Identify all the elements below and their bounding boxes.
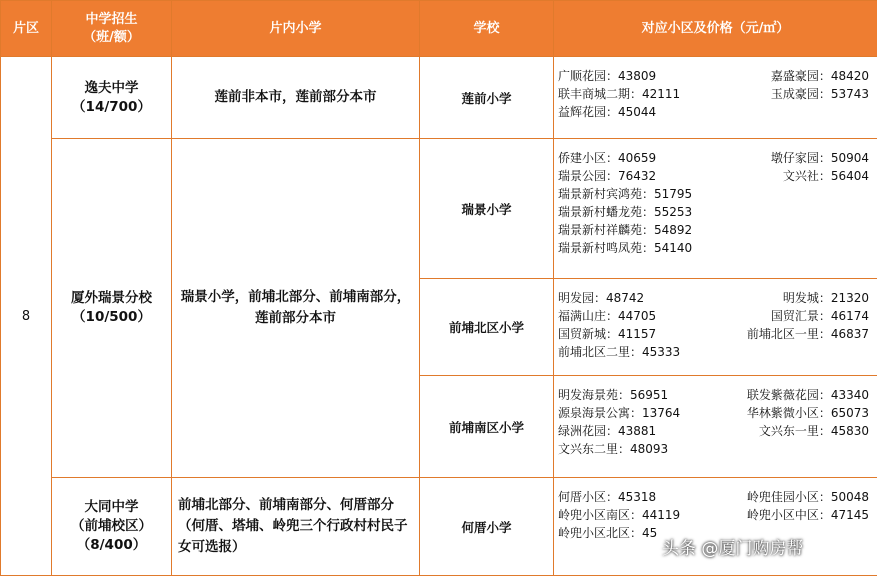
middle-school-cell: [52, 139, 172, 478]
price-row: [558, 185, 869, 203]
price-cell: [554, 279, 877, 376]
complex-price: 玉成豪园：53743: [771, 85, 869, 103]
price-row: [558, 325, 869, 343]
price-cell: [554, 376, 877, 478]
complex-price: 瑞景新村祥麟苑：54892: [558, 223, 692, 237]
complex-price: 文兴东一里：45830: [759, 422, 869, 440]
price-cell: [554, 139, 877, 279]
complex-price: 侨建小区：40659: [558, 149, 656, 167]
complex-price: 瑞景新村宾鸿苑：51795: [558, 187, 692, 201]
header-prices: 对应小区及价格（元/㎡）: [554, 1, 877, 57]
price-cell: [554, 57, 877, 139]
header-row: [1, 1, 877, 57]
school-cell: 瑞景小学: [420, 139, 554, 279]
table-row: [1, 478, 877, 576]
middle-school-cell: [52, 478, 172, 576]
district-cell: 8: [1, 57, 52, 576]
complex-price: 明发海景苑：56951: [558, 386, 668, 404]
complex-price: 瑞景公园：76432: [558, 167, 656, 185]
header-primary-area: 片内小学: [172, 1, 420, 57]
price-row: [558, 149, 869, 167]
header-school: 学校: [420, 1, 554, 57]
price-row: [558, 67, 869, 85]
complex-price: 瑞景新村蟠龙苑：55253: [558, 205, 692, 219]
school-cell: 前埔南区小学: [420, 376, 554, 478]
complex-price: 岭兜小区中区：47145: [747, 506, 869, 524]
price-row: [558, 488, 869, 506]
header-middle-school-line: （班/额）: [52, 29, 171, 47]
complex-price: 岭兜小区北区：45: [558, 526, 657, 540]
middle-school-name: 大同中学: [52, 498, 171, 517]
school-cell: 前埔北区小学: [420, 279, 554, 376]
price-cell: [554, 478, 877, 576]
middle-school-cell: [52, 57, 172, 139]
school-cell: 莲前小学: [420, 57, 554, 139]
complex-price: 岭兜小区南区：44119: [558, 506, 680, 524]
middle-school-name: 逸夫中学: [52, 79, 171, 98]
price-row: [558, 221, 869, 239]
middle-school-quota: （10/500）: [52, 308, 171, 327]
primary-area-cell: 前埔北部分、前埔南部分、何厝部分（何厝、塔埔、岭兜三个行政村村民子女可选报）: [172, 478, 420, 576]
complex-price: 岭兜佳园小区：50048: [747, 488, 869, 506]
price-row: [558, 289, 869, 307]
complex-price: 源泉海景公寓：13764: [558, 404, 680, 422]
price-row: [558, 440, 869, 458]
complex-price: 联丰商城二期：42111: [558, 85, 680, 103]
table-row: [1, 57, 877, 139]
price-row: [558, 239, 869, 257]
complex-price: 明发城：21320: [783, 289, 869, 307]
price-row: [558, 386, 869, 404]
complex-price: 何厝小区：45318: [558, 488, 656, 506]
price-row: [558, 422, 869, 440]
complex-price: 联发紫薇花园：43340: [747, 386, 869, 404]
table-row: [1, 139, 877, 279]
price-row: [558, 404, 869, 422]
header-middle-school-line: 中学招生: [52, 11, 171, 29]
complex-price: 文兴东二里：48093: [558, 442, 668, 456]
complex-price: 福满山庄：44705: [558, 307, 656, 325]
primary-area-cell: 瑞景小学，前埔北部分、前埔南部分，莲前部分本市: [172, 139, 420, 478]
middle-school-name: 厦外瑞景分校: [52, 289, 171, 308]
complex-price: 国贸新城：41157: [558, 325, 656, 343]
middle-school-sub: （前埔校区）: [52, 517, 171, 536]
header-district: 片区: [1, 1, 52, 57]
complex-price: 前埔北区二里：45333: [558, 345, 680, 359]
complex-price: 广顺花园：43809: [558, 67, 656, 85]
header-middle-school: [52, 1, 172, 57]
price-row: [558, 343, 869, 361]
price-row: [558, 506, 869, 524]
complex-price: 国贸汇景：46174: [771, 307, 869, 325]
complex-price: 明发园：48742: [558, 289, 644, 307]
complex-price: 前埔北区一里：46837: [747, 325, 869, 343]
complex-price: 绿洲花园：43881: [558, 422, 656, 440]
price-row: [558, 85, 869, 103]
price-row: [558, 167, 869, 185]
school-cell: 何厝小学: [420, 478, 554, 576]
complex-price: 益辉花园：45044: [558, 105, 656, 119]
complex-price: 华林紫微小区：65073: [747, 404, 869, 422]
price-row: [558, 103, 869, 121]
complex-price: 瑞景新村鸣凤苑：54140: [558, 241, 692, 255]
price-row: [558, 203, 869, 221]
complex-price: 文兴社：56404: [783, 167, 869, 185]
complex-price: 嘉盛豪园：48420: [771, 67, 869, 85]
middle-school-quota: （14/700）: [52, 98, 171, 117]
middle-school-quota: （8/400）: [52, 536, 171, 555]
price-row: [558, 307, 869, 325]
watermark: 头条 @厦门购房帮: [662, 534, 803, 559]
primary-area-cell: 莲前非本市，莲前部分本市: [172, 57, 420, 139]
complex-price: 墩仔家园：50904: [771, 149, 869, 167]
